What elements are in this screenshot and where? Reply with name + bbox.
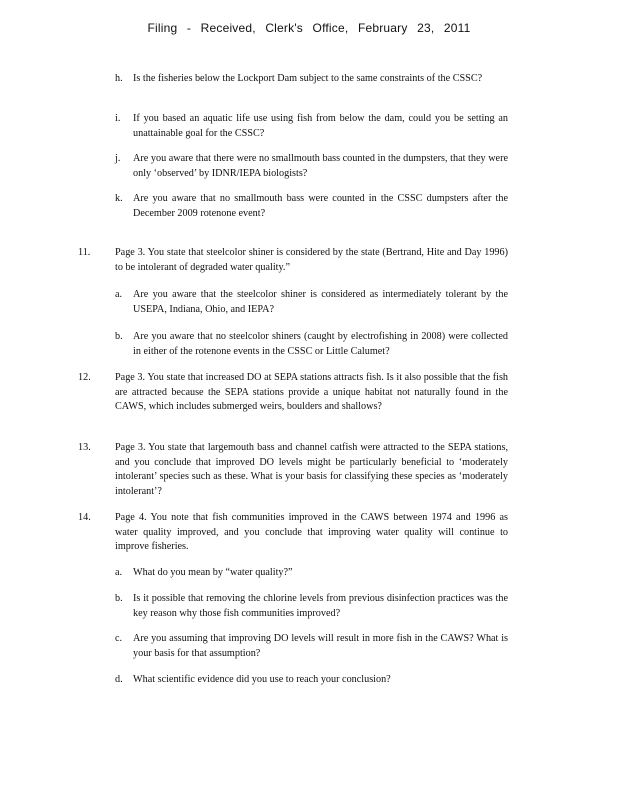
- item-label: d.: [115, 674, 123, 685]
- question-number: 14.: [78, 512, 91, 523]
- item-label: a.: [115, 567, 123, 578]
- question-text: Page 4. You note that fish communities improved in the CAWS between 1974 and 1996 as water quality improved, and you conclude that improving water quality will continue to improve fisheries.: [115, 512, 508, 552]
- item-label: i.: [115, 113, 121, 124]
- item-label: h.: [115, 73, 123, 84]
- item-text: Are you aware that the steelcolor shiner is considered as intermediately tolerant by the USEPA, Indiana, Ohio, and IEPA?: [133, 289, 508, 315]
- item-label: a.: [115, 289, 123, 300]
- page-header: Filing - Received, Clerk's Office, February 23, 2011: [147, 21, 471, 35]
- question-text: Page 3. You state that steelcolor shiner is considered by the state (Bertrand, Hite and Day 1996) to be intolerant of degraded water quality.”: [115, 247, 508, 273]
- item-label: b.: [115, 331, 123, 342]
- item-text: Are you aware that no smallmouth bass were counted in the CSSC dumpsters after the December 2009 rotenone event?: [133, 193, 508, 219]
- item-text: Are you aware that no steelcolor shiners (caught by electrofishing in 2008) were collected in either of the rotenone events in the CSSC or Little Calumet?: [133, 331, 508, 357]
- item-text: Is the fisheries below the Lockport Dam subject to the same constraints of the CSSC?: [133, 73, 483, 84]
- item-label: j.: [115, 153, 121, 164]
- item-text: What do you mean by “water quality?”: [133, 567, 293, 578]
- item-label: b.: [115, 593, 123, 604]
- item-label: c.: [115, 633, 123, 644]
- item-text: Are you assuming that improving DO levels will result in more fish in the CAWS? What is your basis for that assumption?: [133, 633, 508, 659]
- question-number: 11.: [78, 247, 91, 258]
- question-number: 13.: [78, 442, 91, 453]
- question-number: 12.: [78, 372, 91, 383]
- item-label: k.: [115, 193, 123, 204]
- item-text: What scientific evidence did you use to reach your conclusion?: [133, 674, 391, 685]
- item-text: Are you aware that there were no smallmouth bass counted in the dumpsters, that they were only ‘observed’ by IDNR/IEPA biologists?: [133, 153, 508, 179]
- item-text: If you based an aquatic life use using fish from below the dam, could you be setting an unattainable goal for the CSSC?: [133, 113, 508, 139]
- item-text: Is it possible that removing the chlorine levels from previous disinfection practices was the key reason why those fish communities improved?: [133, 593, 508, 619]
- question-text: Page 3. You state that increased DO at SEPA stations attracts fish. Is it also possible that the fish are attracted because the SEPA stations provide a unique habitat not naturally found in the CAWS, which includes submerged weirs, boulders and shallows?: [115, 372, 508, 412]
- question-text: Page 3. You state that largemouth bass and channel catfish were attracted to the SEPA stations, and you conclude that improved DO levels might be particularly beneficial to ‘moderately intolerant’ species such as these. What is your basis for classifying these species as ‘moderately intolerant’?: [115, 442, 508, 497]
